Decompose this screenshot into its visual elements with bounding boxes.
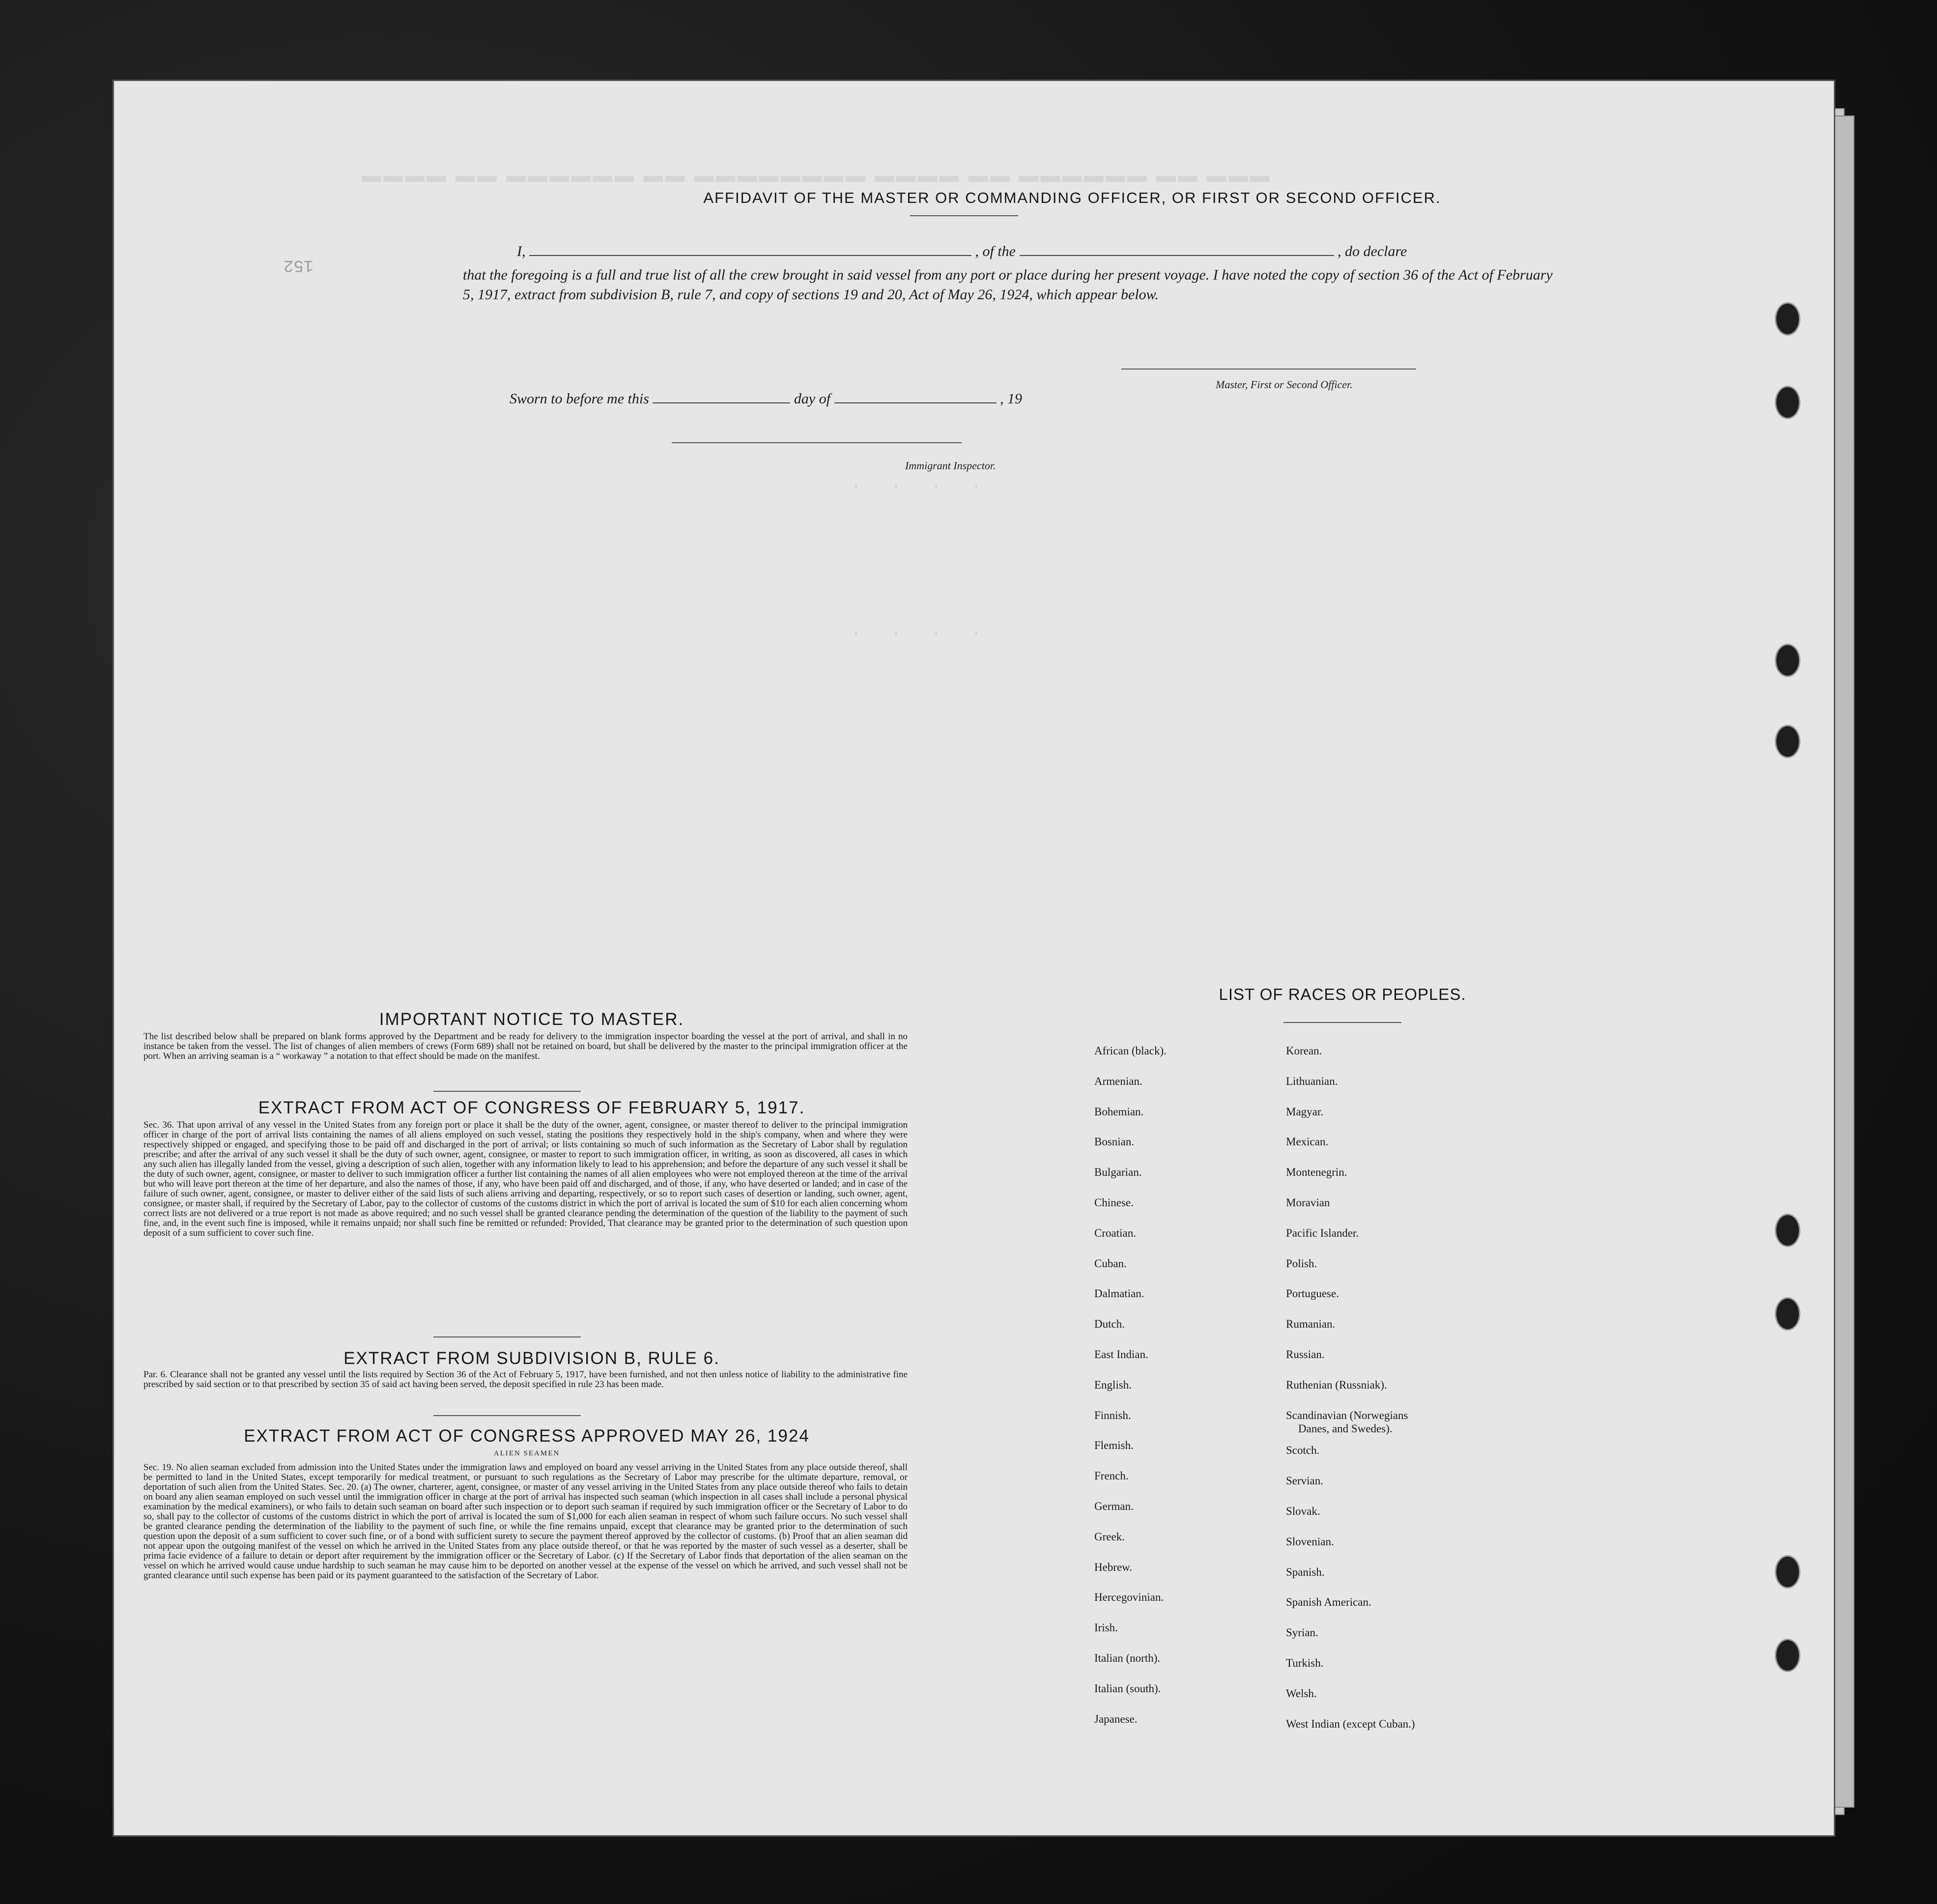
race-item: Danes, and Swedes). <box>1298 1422 1393 1435</box>
race-item: Irish. <box>1094 1621 1118 1634</box>
inspector-signature-line[interactable] <box>672 442 962 443</box>
i-label: I, <box>517 243 526 259</box>
race-item: Lithuanian. <box>1286 1075 1338 1087</box>
race-item: Bosnian. <box>1094 1136 1135 1148</box>
divider <box>433 1336 581 1337</box>
race-item: Spanish. <box>1286 1565 1325 1578</box>
sworn-label: Sworn to before me this <box>510 391 649 407</box>
race-item: Flemish. <box>1094 1439 1134 1452</box>
punch-hole <box>1775 725 1800 758</box>
race-item: Mexican. <box>1286 1136 1329 1148</box>
bleed-through: ▬▬▬ ▬▬ ▬▬▬▬▬▬ ▬▬ ▬▬▬▬ ▬▬▬▬▬▬▬▬ ▬▬ ▬▬▬▬▬▬ ▬▬ ▬▬▬▬ <box>360 165 1270 186</box>
race-item: Cuban. <box>1094 1257 1127 1270</box>
race-item: Armenian. <box>1094 1075 1142 1087</box>
race-item: Portuguese. <box>1286 1287 1339 1300</box>
race-item: English. <box>1094 1378 1132 1391</box>
race-item: Slovak. <box>1286 1505 1320 1517</box>
master-caption: Master, First or Second Officer. <box>1216 378 1353 391</box>
master-name-blank[interactable] <box>529 255 971 256</box>
race-item: Greek. <box>1094 1530 1125 1543</box>
punch-hole <box>1775 1555 1800 1589</box>
race-item: Slovenian. <box>1286 1535 1334 1548</box>
of-the-label: , of the <box>975 243 1016 259</box>
divider <box>1283 1022 1401 1023</box>
race-item: Turkish. <box>1286 1657 1324 1669</box>
race-item: Korean. <box>1286 1045 1322 1057</box>
day-of-label: day of <box>794 391 831 407</box>
races-title: LIST OF RACES OR PEOPLES. <box>1219 985 1466 1003</box>
punch-hole <box>1775 302 1800 336</box>
act-1917-title: EXTRACT FROM ACT OF CONGRESS OF FEBRUARY 5, 1917. <box>258 1098 805 1117</box>
divider <box>433 1415 581 1416</box>
divider <box>910 215 1018 216</box>
race-item: East Indian. <box>1094 1348 1148 1361</box>
race-item: German. <box>1094 1500 1134 1512</box>
do-declare-label: , do declare <box>1338 243 1407 259</box>
manifest-sheet <box>114 81 1834 1835</box>
race-item: Ruthenian (Russniak). <box>1286 1378 1387 1391</box>
race-item: Bulgarian. <box>1094 1166 1142 1179</box>
affidavit-body: that the foregoing is a full and true list of all the crew brought in said vessel from any port or place during her present voyage. I have noted the copy of section 36 of the Act of February 5, 1917, extract from subdivision B, rule 7, and copy of sections 19 and 20, Act of May 26, 1924, which appear below. <box>463 267 1553 303</box>
bleed-through: . . . . <box>851 474 982 493</box>
race-item: Welsh. <box>1286 1687 1317 1700</box>
race-item: French. <box>1094 1470 1129 1482</box>
race-item: Dalmatian. <box>1094 1287 1144 1300</box>
punch-hole <box>1775 1297 1800 1331</box>
rule-6-text: Par. 6. Clearance shall not be granted any vessel until the lists required by Section 36 of the Act of February 5, 1917, have been furnished, and not then unless notice of liability to the administrative fine prescribed by said section or to that prescribed by section 35 of said act having been served, the deposit specified in rule 23 has been made. <box>143 1369 908 1390</box>
race-item: Scotch. <box>1286 1444 1320 1457</box>
race-item: Rumanian. <box>1286 1318 1336 1331</box>
page-number: 152 <box>284 256 314 274</box>
race-item: Servian. <box>1286 1475 1324 1487</box>
punch-hole <box>1775 1639 1800 1672</box>
race-item: Hebrew. <box>1094 1561 1133 1573</box>
race-item: African (black). <box>1094 1045 1167 1057</box>
inspector-caption: Immigrant Inspector. <box>905 459 996 472</box>
race-item: Spanish American. <box>1286 1596 1371 1609</box>
race-item: Pacific Islander. <box>1286 1226 1359 1239</box>
race-item: Hercegovinian. <box>1094 1591 1164 1604</box>
rule-6-title: EXTRACT FROM SUBDIVISION B, RULE 6. <box>343 1349 720 1368</box>
race-item: Croatian. <box>1094 1226 1136 1239</box>
race-item: Italian (north). <box>1094 1652 1161 1664</box>
punch-hole <box>1775 1214 1800 1247</box>
important-notice-text: The list described below shall be prepared on blank forms approved by the Department and be ready for delivery to the immigration inspector boarding the vessel at the port of arrival, and shall in no instance be taken from the vessel. The list of changes of alien members of crews (Form 689) shall not be retained on board, but shall be delivered by the master to the principal immigration officer at the port. When an arriving seaman is a “ workaway ” a notation to that effect should be made on the manifest. <box>143 1031 908 1061</box>
month-blank[interactable] <box>834 402 997 403</box>
race-item: Syrian. <box>1286 1626 1318 1639</box>
affidavit-title: AFFIDAVIT OF THE MASTER OR COMMANDING OFFICER, OR FIRST OR SECOND OFFICER. <box>703 189 1441 206</box>
race-item: Russian. <box>1286 1348 1325 1361</box>
race-item: Scandinavian (Norwegians <box>1286 1409 1408 1421</box>
year-label: , 19 <box>1000 391 1023 407</box>
race-item: Polish. <box>1286 1257 1317 1270</box>
divider <box>433 1091 581 1092</box>
bleed-through: . . . . <box>851 622 982 640</box>
sworn-line <box>510 391 1022 407</box>
race-item: Dutch. <box>1094 1318 1125 1331</box>
race-item: Finnish. <box>1094 1409 1131 1421</box>
race-item: Magyar. <box>1286 1105 1324 1118</box>
punch-hole <box>1775 644 1800 677</box>
race-item: Italian (south). <box>1094 1682 1161 1695</box>
race-item: Moravian <box>1286 1196 1330 1209</box>
race-item: Montenegrin. <box>1286 1166 1347 1179</box>
important-notice-title: IMPORTANT NOTICE TO MASTER. <box>379 1010 684 1029</box>
punch-hole <box>1775 386 1800 419</box>
race-item: Bohemian. <box>1094 1105 1144 1118</box>
day-blank[interactable] <box>653 402 790 403</box>
race-item: Chinese. <box>1094 1196 1134 1209</box>
act-1924-text: Sec. 19. No alien seaman excluded from admission into the United States under the immigration laws and employed on board any vessel arriving in the United States from any place outside thereof, shall be permitted to land in the United States, except temporarily for medical treatment, or pursuant to such regulations as the Secretary of Labor may prescribe for the ultimate departure, removal, or deportation of such alien from the United States. Sec. 20. (a) The owner, charterer, agent, consignee, or master of any vessel arriving in the United States from any place outside thereof who fails to detain on board any alien seaman employed on such vessel until the immigration officer in charge at the port of arrival has inspected such seaman (which inspection in all cases shall include a personal physical examination by the medical examiners), or who fails to detain such seaman on board after such inspection or to deport such seaman if required by such immigration officer or the Secretary of Labor to do so, shall pay to the collector of customs of the customs district in which the port of arrival is located the sum of $1,000 for each alien seaman in respect of whom such failure occurs. No such vessel shall be granted clearance pending the determination of the liability to the payment of such fine, or while the fine remains unpaid, except that clearance may be granted prior to the determination of such question upon the deposit of a sum sufficient to cover such fine, or of a bond with sufficient surety to secure the payment thereof approved by the collector of customs. (b) Proof that an alien seaman did not appear upon the outgoing manifest of the vessel on which he arrived in the United States from any place outside thereof, or that he was reported by the master of such vessel as a deserter, shall be prima facie evidence of a failure to detain or deport after requirement by the immigration officer or the Secretary of Labor. (c) If the Secretary of Labor finds that deportation of the alien seaman on the vessel on which he arrived would cause undue hardship to such seaman he may cause him to be deported on another vessel at the expense of the vessel on which he arrived, and such vessel shall not be granted clearance until such expense has been paid or its payment guaranteed to the satisfaction of the Secretary of Labor. <box>143 1462 908 1581</box>
act-1917-text: Sec. 36. That upon arrival of any vessel in the United States from any foreign port or place it shall be the duty of the owner, agent, consignee, or master thereof to deliver to the principal immigration officer in charge of the port of arrival lists containing the names of all aliens employed on such vessel, stating the positions they respectively hold in the ship's company, when and where they were respectively shipped or engaged, and specifying those to be paid off and discharged in the port of arrival; or lists containing so much of such information as the Secretary of Labor shall by regulation prescribe; and after the arrival of any such vessel it shall be the duty of such owner, agent, consignee, or master to report to such immigration officer, in writing, as soon as discovered, all cases in which any such alien has illegally landed from the vessel, giving a description of such alien, together with any information likely to lead to his apprehension; and before the departure of any such vessel it shall be the duty of such owner, agent, consignee, or master to deliver to such immigration officer a further list containing the names of all alien employees who were not employed thereon at the time of the arrival but who will leave port thereon at the time of her departure, and also the names of those, if any, who have been paid off and discharged, and of those, if any, who have deserted or landed; and in case of the failure of such owner, agent, consignee, or master to deliver either of the said lists of such aliens arriving and departing, respectively, or so to report such cases of desertion or landing, such owner, agent, consignee, or master shall, if required by the Secretary of Labor, pay to the collector of customs of the customs district in which the port of arrival is located the sum of $10 for each alien concerning whom correct lists are not delivered or a true report is not made as above required; and no such vessel shall be granted clearance pending the determination of the question of the liability to the payment of such fine, and, in the event such fine is imposed, while it remains unpaid; nor shall such fine be remitted or refunded: Provided, That clearance may be granted prior to the determination of such question upon deposit of a sum sufficient to cover such fine. <box>143 1120 908 1238</box>
act-1924-subtitle: ALIEN SEAMEN <box>493 1449 560 1457</box>
vessel-name-blank[interactable] <box>1020 255 1334 256</box>
race-item: West Indian (except Cuban.) <box>1286 1717 1415 1730</box>
race-item: Japanese. <box>1094 1712 1138 1725</box>
affidavit-declaration-line <box>517 243 1407 260</box>
act-1924-title: EXTRACT FROM ACT OF CONGRESS APPROVED MAY 26, 1924 <box>244 1426 810 1446</box>
